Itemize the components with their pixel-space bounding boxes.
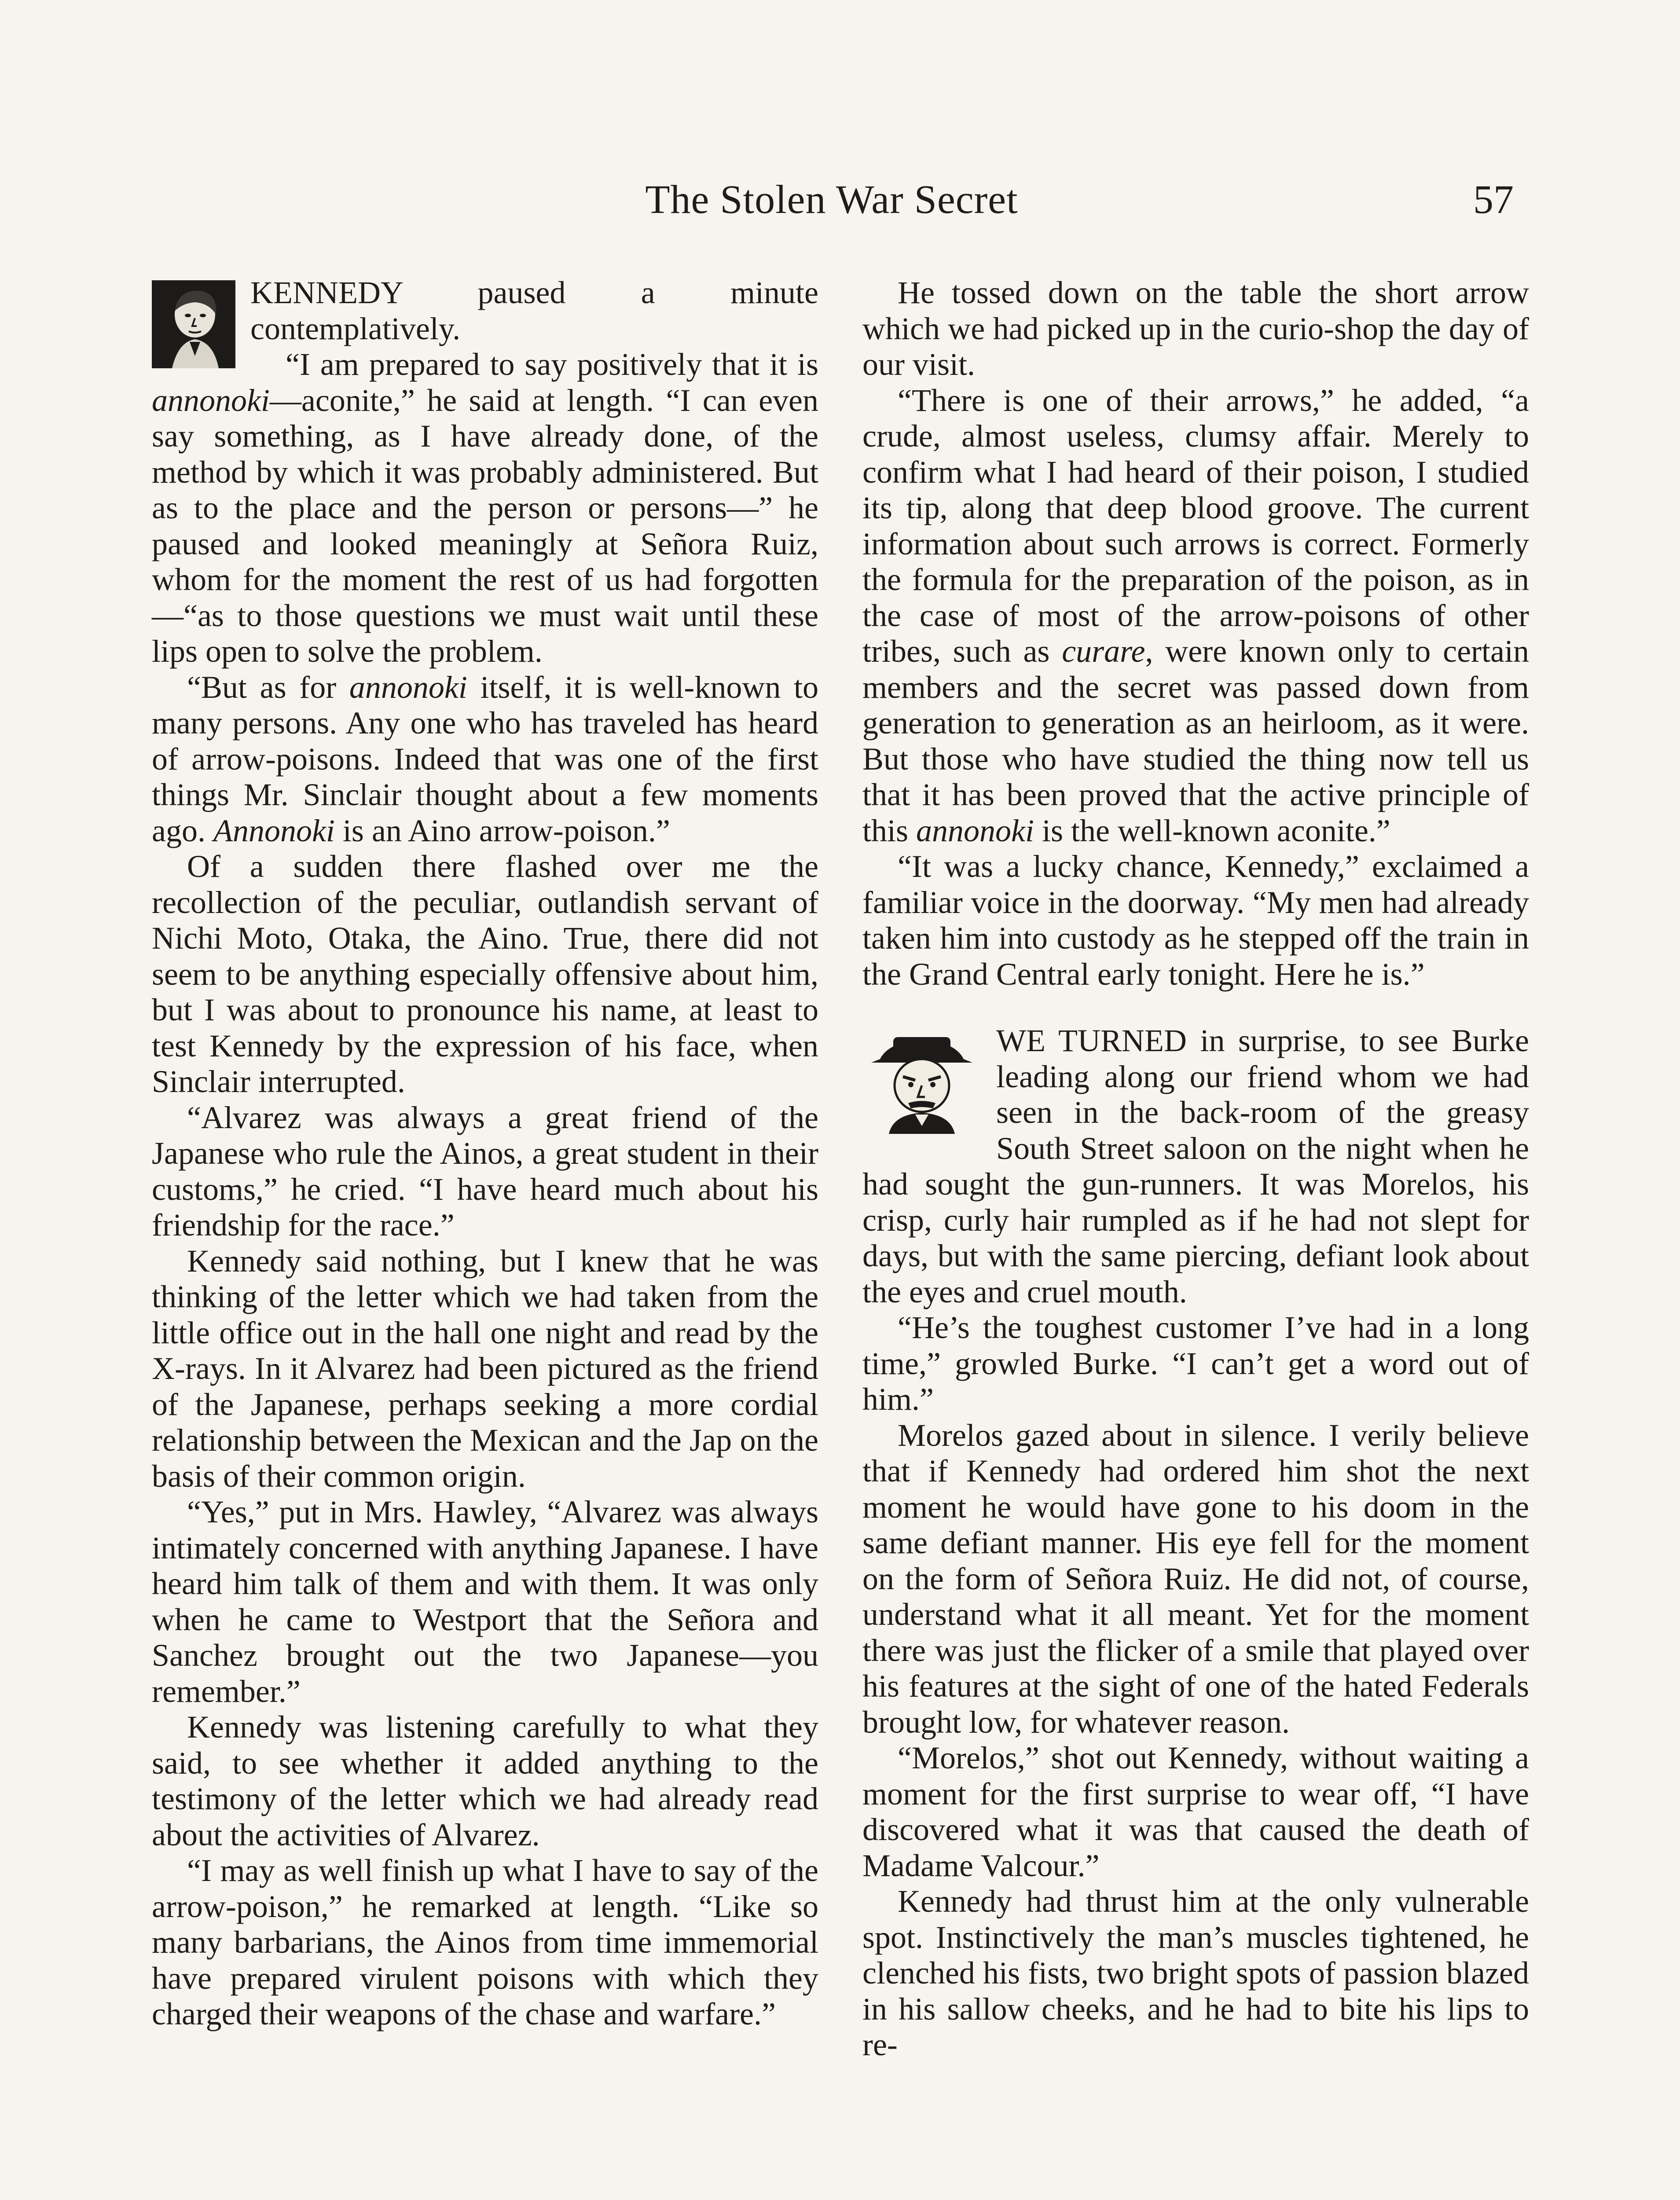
page-number: 57 — [1473, 177, 1514, 222]
paragraph: Kennedy was listening carefully to what they said, to see whether it added anything to the testimony of the letter which we had already read about the activities of Alvarez. — [152, 1709, 818, 1852]
paragraph: “I am prepared to say positively that it is annonoki—aconite,” he said at length. “I can even say something, as I have already done, of the method by which it was probably administered. But as to the place and the person or persons—” he paused and looked meaningly at Señora Ruiz, whom for the moment the rest of us had forgotten—“as to those questions we must wait until these lips open to solve the problem. — [152, 347, 818, 669]
paragraph: Kennedy had thrust him at the only vulnerable spot. Instinctively the man’s muscles tightened, he clenched his fists, two bright spots of passion blazed in his sallow cheeks, and he had to bite his lips to re- — [862, 1884, 1529, 2062]
left-column — [152, 275, 818, 2032]
paragraph: Kennedy said nothing, but I knew that he was thinking of the letter which we had taken from the little office out in the hall one night and read by the X-rays. In it Alvarez had been pictured as the friend of the Japanese, perhaps seeking a more cordial relationship between the Mexican and the Jap on the basis of their common origin. — [152, 1243, 818, 1494]
paragraph: “I may as well finish up what I have to say of the arrow-poison,” he remarked at length. “Like so many barbarians, the Ainos from time immemorial have prepared virulent poisons with which they charged their weapons of the chase and warfare.” — [152, 1853, 818, 2031]
section-break — [862, 992, 1529, 1023]
paragraph: “He’s the toughest customer I’ve had in a long time,” growled Burke. “I can’t get a word out of him.” — [862, 1310, 1529, 1417]
paragraph: He tossed down on the table the short arrow which we had picked up in the curio-shop the day of our visit. — [862, 275, 1529, 382]
page-header — [150, 176, 1514, 242]
running-title: The Stolen War Secret — [645, 177, 1018, 222]
right-column — [862, 275, 1529, 2063]
burke-portrait-icon — [862, 1028, 981, 1134]
paragraph: WE TURNED in surprise, to see Burke leading along our friend whom we had seen in the back-room of the greasy South Street saloon on the night when he had sought the gun-runners. It was Morelos, his crisp, curly hair rumpled as if he had not slept for days, but with the same piercing, defiant look about the eyes and cruel mouth. — [862, 1023, 1529, 1309]
paragraph: Morelos gazed about in silence. I verily believe that if Kennedy had ordered him shot the next moment he would have gone to his doom in the same defiant manner. His eye fell for the moment on the form of Señora Ruiz. He did not, of course, understand what it all meant. Yet for the moment there was just the flicker of a smile that played over his features at the sight of one of the hated Federals brought low, for whatever reason. — [862, 1417, 1529, 1740]
paragraph: “But as for annonoki itself, it is well-known to many persons. Any one who has traveled has heard of arrow-poisons. Indeed that was one of the first things Mr. Sinclair thought about a few moments ago. Annonoki is an Aino arrow-poison.” — [152, 669, 818, 848]
paragraph: Of a sudden there flashed over me the recollection of the peculiar, outlandish servant of Nichi Moto, Otaka, the Aino. True, there did not seem to be anything especially offensive about him, but I was about to pronounce his name, at least to test Kennedy by the expression of his face, when Sinclair interrupted. — [152, 849, 818, 1099]
paragraph: KENNEDY paused a minute contemplatively. — [250, 275, 818, 346]
paragraph: “It was a lucky chance, Kennedy,” exclaimed a familiar voice in the doorway. “My men had already taken him into custody as he stepped off the train in the Grand Central early tonight. Here he is.” — [862, 849, 1529, 992]
paragraph: “Alvarez was always a great friend of the Japanese who rule the Ainos, a great student in their customs,” he cried. “I have heard much about his friendship for the race.” — [152, 1100, 818, 1243]
paragraph: “There is one of their arrows,” he added, “a crude, almost useless, clumsy affair. Merely to confirm what I had heard of their poison, I studied its tip, along that deep blood groove. The current information about such arrows is correct. Formerly the formula for the preparation of the poison, as in the case of most of the arrow-poisons of other tribes, such as curare, were known only to certain members and the secret was passed down from generation to generation as an heirloom, as it were. But those who have studied the thing now tell us that it has been proved that the active principle of this annonoki is the well-known aconite.” — [862, 382, 1529, 848]
paragraph: “Yes,” put in Mrs. Hawley, “Alvarez was always intimately concerned with anything Japanese. I have heard him talk of them and with them. It was only when he came to Westport that the Señora and Sanchez brought out the two Japanese—you remember.” — [152, 1494, 818, 1709]
kennedy-portrait-icon — [152, 280, 235, 368]
paragraph: “Morelos,” shot out Kennedy, without waiting a moment for the first surprise to wear off, “I have discovered what it was that caused the death of Madame Valcour.” — [862, 1740, 1529, 1883]
